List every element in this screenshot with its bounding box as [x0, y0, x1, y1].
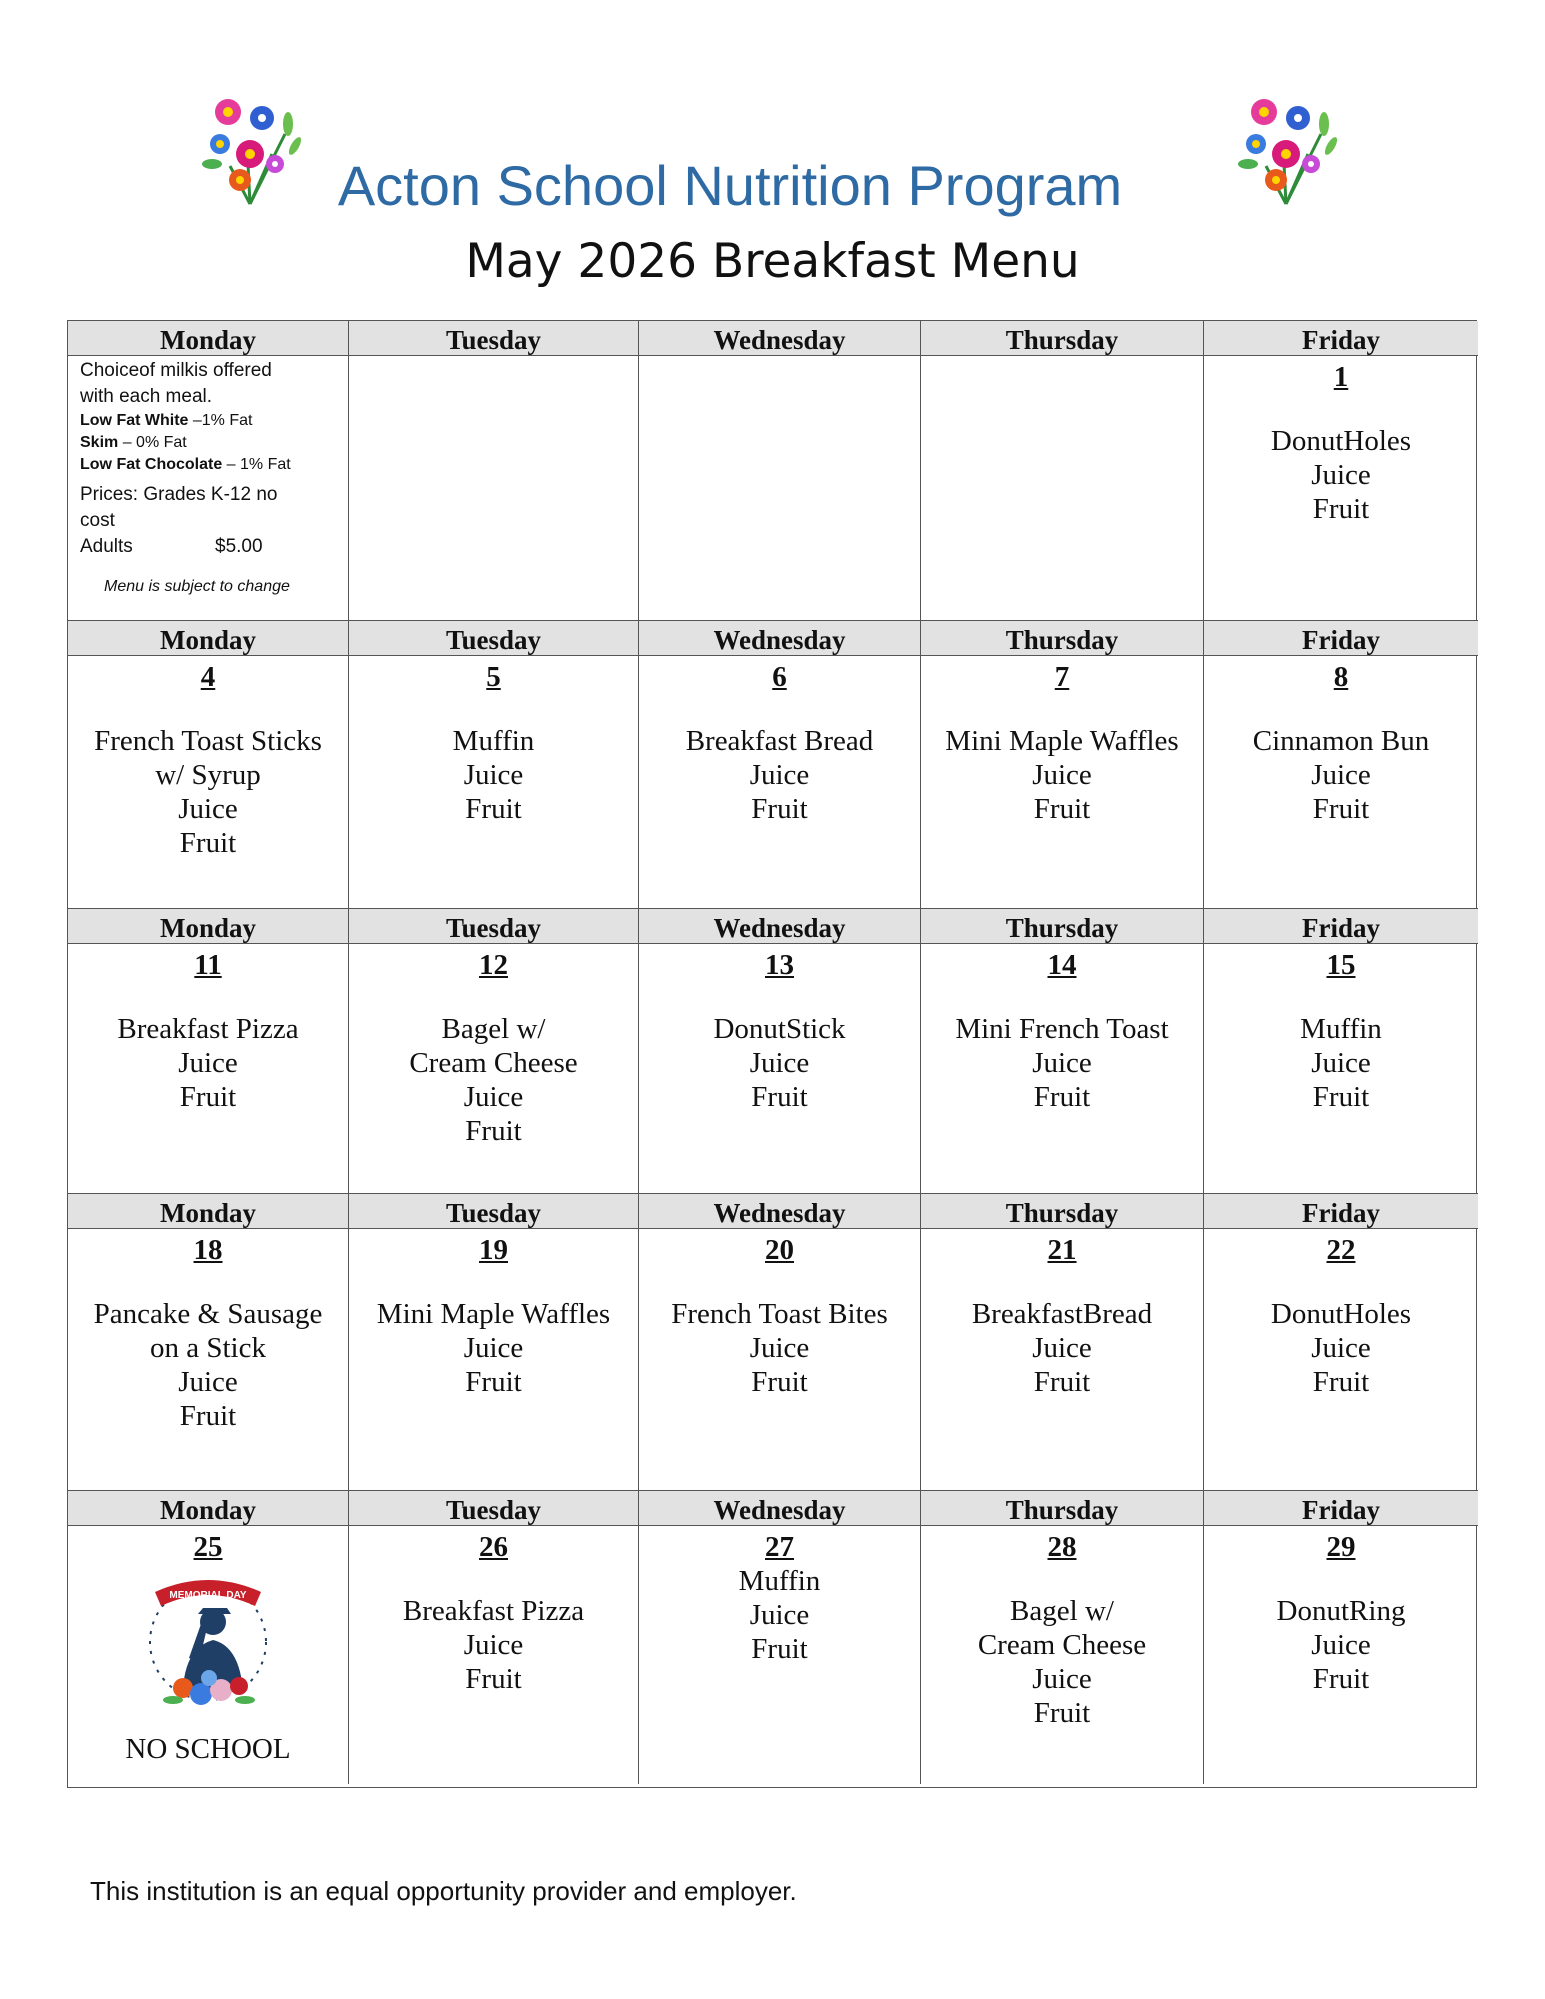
- day-cell: [1204, 944, 1478, 1194]
- menu-item: Fruit: [751, 1633, 808, 1665]
- menu-item: Juice: [1311, 1629, 1371, 1661]
- menu-items: [1204, 724, 1478, 826]
- menu-item: Fruit: [465, 1663, 522, 1695]
- day-cell: [68, 656, 349, 909]
- day-cell: [639, 1526, 921, 1784]
- day-cell: [639, 1229, 921, 1491]
- day-cell: [639, 944, 921, 1194]
- day-header-tuesday: Tuesday: [349, 1491, 639, 1526]
- day-header-wednesday: Wednesday: [639, 1491, 921, 1526]
- menu-item: Juice: [463, 1629, 524, 1661]
- menu-item: Juice: [1311, 759, 1371, 791]
- menu-items: [1204, 424, 1478, 526]
- menu-item: Breakfast Pizza: [117, 1013, 299, 1045]
- date-number: 22: [1326, 1234, 1356, 1266]
- day-header-monday: Monday: [68, 621, 349, 656]
- menu-item: Fruit: [1033, 1081, 1091, 1113]
- menu-items: [349, 1297, 638, 1399]
- day-header-tuesday: Tuesday: [349, 1194, 639, 1229]
- menu-items: [349, 1012, 638, 1148]
- menu-item: Juice: [1032, 1663, 1092, 1695]
- day-cell: [921, 1526, 1204, 1784]
- menu-item: w/ Syrup: [155, 759, 261, 791]
- menu-item: Mini Maple Waffles: [945, 725, 1179, 757]
- menu-item: Fruit: [465, 793, 522, 825]
- day-header-friday: Friday: [1204, 1194, 1478, 1229]
- day-cell: [349, 1229, 639, 1491]
- day-cell: [349, 944, 639, 1194]
- milk-line: Choiceof milkis offered: [80, 360, 272, 381]
- day-cell: [349, 1526, 639, 1784]
- menu-item: Fruit: [1312, 1081, 1370, 1113]
- date-number: 5: [486, 661, 501, 693]
- milk-option: Low Fat Chocolate – 1% Fat: [80, 456, 291, 473]
- menu-item: Juice: [178, 1366, 238, 1398]
- menu-items: [921, 1012, 1203, 1114]
- menu-item: on a Stick: [150, 1332, 266, 1364]
- menu-item: Fruit: [1312, 1366, 1370, 1398]
- menu-item: Juice: [463, 1081, 524, 1113]
- menu-item: Juice: [1032, 1047, 1092, 1079]
- day-cell: [68, 944, 349, 1194]
- menu-item: Fruit: [179, 1081, 237, 1113]
- date-number: 21: [1047, 1234, 1077, 1266]
- day-header-friday: Friday: [1204, 909, 1478, 944]
- menu-item: Fruit: [1312, 1663, 1370, 1695]
- menu-item: Juice: [749, 1047, 810, 1079]
- day-cell: [921, 1229, 1204, 1491]
- menu-items: [1204, 1012, 1478, 1114]
- menu-item: Juice: [749, 1332, 810, 1364]
- milk-line: with each meal.: [80, 386, 213, 407]
- day-header-friday: Friday: [1204, 321, 1478, 356]
- menu-item: Muffin: [452, 725, 535, 757]
- date-number: 19: [479, 1234, 508, 1266]
- menu-items: [639, 1012, 920, 1114]
- menu-item: Fruit: [1312, 793, 1370, 825]
- menu-item: Fruit: [1033, 1366, 1091, 1398]
- day-cell: [1204, 1526, 1478, 1784]
- menu-item: DonutHoles: [1270, 425, 1412, 457]
- menu-item: Juice: [1032, 1332, 1092, 1364]
- menu-item: Juice: [749, 759, 810, 791]
- menu-item: Fruit: [1033, 1697, 1091, 1729]
- menu-item: Mini French Toast: [955, 1013, 1169, 1045]
- menu-items: [68, 724, 348, 860]
- day-cell: [1204, 1229, 1478, 1491]
- date-number: 8: [1333, 661, 1349, 693]
- menu-items: [349, 724, 638, 826]
- day-header-tuesday: Tuesday: [349, 909, 639, 944]
- day-cell: [921, 656, 1204, 909]
- empty-day-cell: [349, 356, 639, 621]
- menu-item: Juice: [1311, 459, 1371, 491]
- prices-line: cost: [80, 510, 115, 531]
- menu-item: Juice: [1311, 1332, 1371, 1364]
- menu-items: [1204, 1297, 1478, 1399]
- date-number: 1: [1333, 361, 1349, 393]
- menu-item: Juice: [1311, 1047, 1371, 1079]
- date-number: 15: [1326, 949, 1356, 981]
- day-header-monday: Monday: [68, 1194, 349, 1229]
- day-header-wednesday: Wednesday: [639, 321, 921, 356]
- menu-items: [639, 724, 920, 826]
- menu-items: [639, 1564, 920, 1666]
- date-number: 7: [1054, 661, 1070, 693]
- day-header-wednesday: Wednesday: [639, 1194, 921, 1229]
- milk-option: Low Fat White –1% Fat: [80, 412, 253, 429]
- menu-item: DonutHoles: [1270, 1298, 1412, 1330]
- day-header-monday: Monday: [68, 321, 349, 356]
- menu-item: Pancake & Sausage: [93, 1298, 323, 1330]
- day-cell: [1204, 656, 1478, 909]
- menu-items: [639, 1297, 920, 1399]
- day-header-thursday: Thursday: [921, 1194, 1204, 1229]
- menu-item: Fruit: [179, 1400, 237, 1432]
- menu-item: Fruit: [751, 793, 808, 825]
- menu-item: Juice: [463, 1332, 524, 1364]
- empty-day-cell: [639, 356, 921, 621]
- menu-items: [921, 724, 1203, 826]
- date-number: 12: [479, 949, 508, 981]
- menu-item: DonutRing: [1276, 1595, 1406, 1627]
- menu-items: [1204, 1594, 1478, 1696]
- memorial-day-salute-icon: [143, 1570, 273, 1720]
- menu-item: Bagel w/: [441, 1013, 546, 1045]
- date-number: 4: [200, 661, 216, 693]
- menu-item: Juice: [749, 1599, 810, 1631]
- menu-item: Juice: [463, 759, 524, 791]
- menu-item: Fruit: [1312, 493, 1370, 525]
- date-number: 29: [1326, 1531, 1356, 1563]
- menu-item: Fruit: [465, 1366, 522, 1398]
- menu-item: Muffin: [738, 1565, 821, 1597]
- date-number: 18: [193, 1234, 223, 1266]
- menu-item: Juice: [1032, 759, 1092, 791]
- day-header-thursday: Thursday: [921, 1491, 1204, 1526]
- footer-statement: This institution is an equal opportunity provider and employer.: [90, 1876, 797, 1906]
- date-number: 26: [479, 1531, 508, 1563]
- day-header-tuesday: Tuesday: [349, 321, 639, 356]
- day-header-thursday: Thursday: [921, 621, 1204, 656]
- menu-item: Mini Maple Waffles: [376, 1298, 611, 1330]
- day-cell: [68, 1229, 349, 1491]
- day-header-monday: Monday: [68, 909, 349, 944]
- menu-item: Bagel w/: [1010, 1595, 1114, 1627]
- milk-option: Skim – 0% Fat: [80, 434, 187, 451]
- day-cell: [1204, 356, 1478, 621]
- menu-items: [349, 1594, 638, 1696]
- day-header-thursday: Thursday: [921, 321, 1204, 356]
- program-title: Acton School Nutrition Program: [337, 154, 1123, 217]
- menu-title: May 2026 Breakfast Menu: [465, 234, 1080, 289]
- menu-change-note: Menu is subject to change: [104, 578, 290, 595]
- menu-item: Juice: [178, 1047, 238, 1079]
- day-header-thursday: Thursday: [921, 909, 1204, 944]
- date-number: 11: [194, 949, 222, 981]
- menu-item: BreakfastBread: [971, 1298, 1153, 1330]
- day-header-tuesday: Tuesday: [349, 621, 639, 656]
- no-school-label: NO SCHOOL: [125, 1733, 291, 1765]
- menu-items: [68, 1297, 348, 1433]
- day-header-monday: Monday: [68, 1491, 349, 1526]
- day-header-friday: Friday: [1204, 1491, 1478, 1526]
- menu-item: DonutStick: [713, 1013, 846, 1045]
- date-number: 28: [1047, 1531, 1077, 1563]
- menu-item: Breakfast Bread: [685, 725, 874, 757]
- menu-item: Cream Cheese: [977, 1629, 1147, 1661]
- menu-item: French Toast Sticks: [94, 725, 322, 757]
- menu-item: Fruit: [1033, 793, 1091, 825]
- menu-items: [68, 1012, 348, 1114]
- menu-item: Fruit: [179, 827, 237, 859]
- date-number: 6: [772, 661, 787, 693]
- day-cell: [639, 656, 921, 909]
- svg-text:MEMORIAL DAY: MEMORIAL DAY: [169, 1590, 247, 1601]
- menu-item: Cinnamon Bun: [1252, 725, 1430, 757]
- empty-day-cell: [921, 356, 1204, 621]
- day-cell: [349, 656, 639, 909]
- menu-info-cell: [68, 356, 349, 621]
- calendar-grid: [67, 320, 1477, 1788]
- menu-item: Fruit: [465, 1115, 522, 1147]
- prices-line: Prices: Grades K-12 no: [80, 484, 278, 505]
- day-cell: [921, 944, 1204, 1194]
- day-header-friday: Friday: [1204, 621, 1478, 656]
- day-header-wednesday: Wednesday: [639, 909, 921, 944]
- menu-item: Muffin: [1300, 1013, 1382, 1045]
- menu-item: Breakfast Pizza: [402, 1595, 585, 1627]
- day-header-wednesday: Wednesday: [639, 621, 921, 656]
- menu-items: [921, 1297, 1203, 1399]
- menu-item: French Toast Bites: [671, 1298, 888, 1330]
- date-number: 14: [1047, 949, 1077, 981]
- date-number: 25: [193, 1531, 223, 1563]
- menu-item: Fruit: [751, 1081, 808, 1113]
- date-number: 13: [765, 949, 794, 981]
- day-cell: [68, 1526, 349, 1784]
- menu-item: Cream Cheese: [409, 1047, 578, 1079]
- adult-price-row: Adults $5.00: [80, 536, 263, 557]
- date-number: 27: [765, 1531, 794, 1563]
- menu-items: [921, 1594, 1203, 1730]
- date-number: 20: [765, 1234, 794, 1266]
- menu-item: Juice: [178, 793, 238, 825]
- menu-item: Fruit: [751, 1366, 808, 1398]
